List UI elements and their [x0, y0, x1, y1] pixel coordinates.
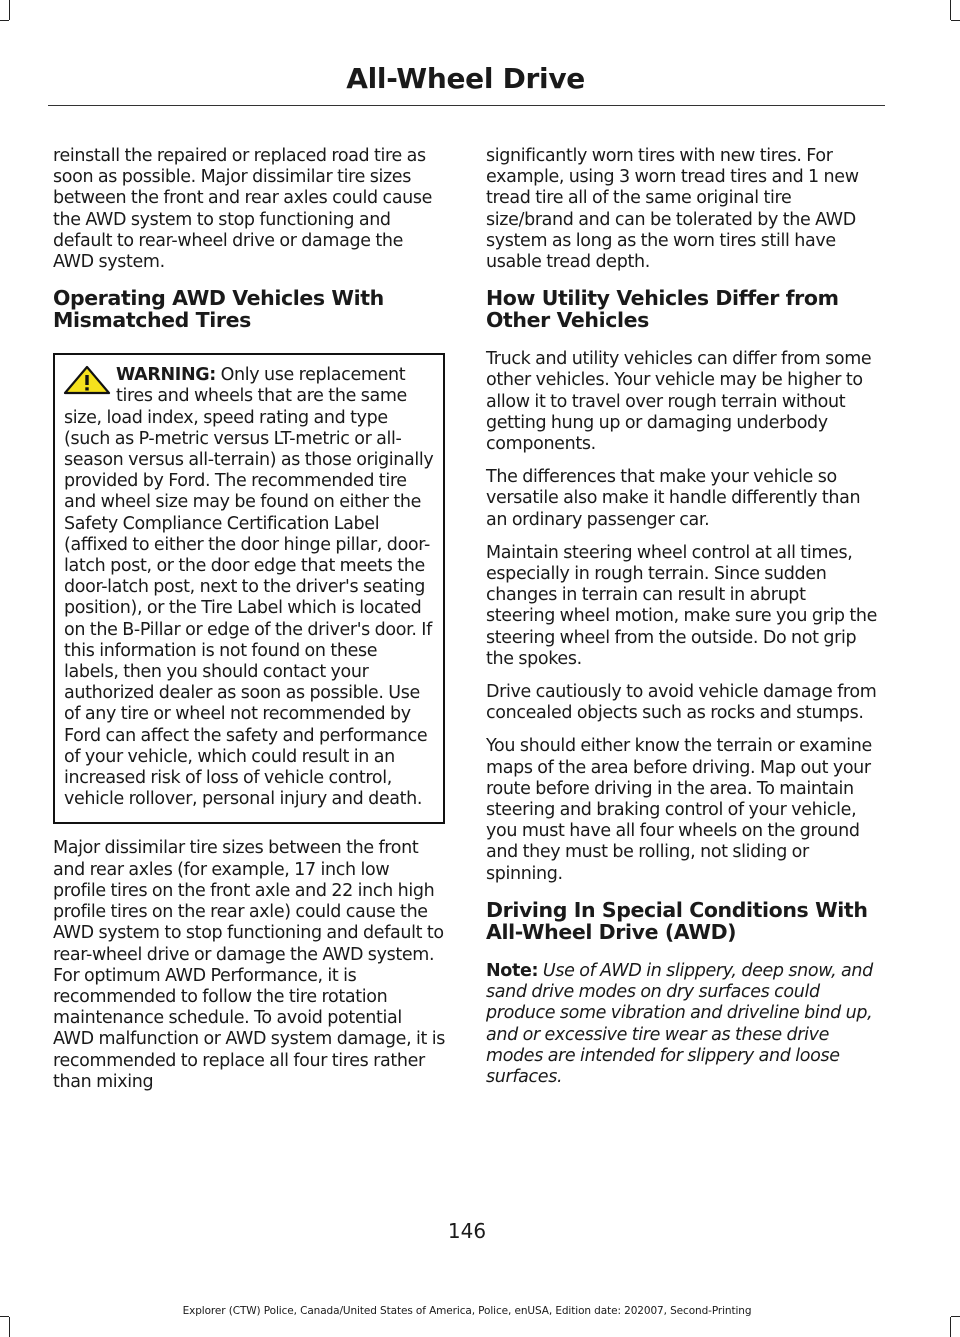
- edition-footer: Explorer (CTW) Police, Canada/United States of America, Police, enUSA, Edition date: 202007, Second-Printing: [182, 1305, 752, 1317]
- right-intro-paragraph: significantly worn tires with new tires. For example, using 3 worn tread tires and 1 new tread tire all of the same original tire size/brand and can be tolerated by the AWD system as long as the worn tires still have usable tread depth.: [486, 146, 859, 273]
- note-label: Note:: [486, 960, 539, 981]
- note-text: Use of AWD in slippery, deep snow, and sand drive modes on dry surfaces could produce some vibration and driveline bind up, and or excessive tire wear as these drive modes are intended for slippery and loose surfaces.: [486, 960, 873, 1087]
- crop-mark-bottom-right-v: [950, 1317, 951, 1337]
- right-column: [486, 146, 878, 1100]
- crop-mark-bottom-left-v: [9, 1317, 10, 1337]
- warning-box: [53, 353, 445, 824]
- left-body-paragraph: Major dissimilar tire sizes between the front and rear axles (for example, 17 inch low profile tires on the front axle and 22 inch high profile tires on the rear axle) could cause the AWD system to stop functioning and default to rear-wheel drive or damage the AWD system. For optimum AWD Performance, it is recommended to follow the tire rotation maintenance schedule. To avoid potential AWD malfunction or AWD system damage, it is recommended to replace all four tires rather than mixing: [53, 838, 446, 1092]
- crop-mark-top-right-h: [951, 20, 960, 21]
- right-paragraph-4: Drive cautiously to avoid vehicle damage from concealed objects such as rocks and stumps.: [486, 682, 877, 724]
- right-paragraph-5: You should either know the terrain or examine maps of the area before driving. Map out your route before driving in the area. To maintain steering and braking control of your vehicle, you must have all four wheels on the ground and they must be rolling, not sliding or spinning.: [486, 736, 872, 884]
- crop-mark-top-right-v: [950, 0, 951, 20]
- section-heading-mismatched-tires: Operating AWD Vehicles With Mismatched Tires: [53, 286, 384, 333]
- right-paragraph-2: The differences that make your vehicle so versatile also make it handle differently than an ordinary passenger car.: [486, 467, 861, 530]
- warning-text: Only use replacement tires and wheels that are the same size, load index, speed rating and type (such as P-metric versus LT-metric or all-season versus all-terrain) as those originally provided by Ford. The recommended tire and wheel size may be found on either the Safety Compliance Certification Label (affixed to either the door hinge pillar, door-latch post, or the door edge that meets the door-latch post, next to the driver's seating position), or the Tire Label which is located on the B-Pillar or edge of the driver's door. If this information is not found on these labels, then you should contact your authorized dealer as soon as possible. Use of any tire or wheel not recommended by Ford can affect the safety and performance of your vehicle, which could result in an increased risk of loss of vehicle control, vehicle rollover, personal injury and death.: [64, 365, 434, 810]
- title-divider: [48, 105, 885, 106]
- left-column: [53, 146, 445, 1105]
- crop-mark-bottom-right-h: [951, 1316, 960, 1317]
- left-intro-paragraph: reinstall the repaired or replaced road tire as soon as possible. Major dissimilar tire sizes between the front and rear axles could cause the AWD system to stop functioning and default to rear-wheel drive or damage the AWD system.: [53, 146, 433, 273]
- crop-mark-top-left-h: [0, 20, 9, 21]
- right-paragraph-1: Truck and utility vehicles can differ from some other vehicles. Your vehicle may be higher to allow it to travel over rough terrain without getting hung up or damaging underbody components.: [486, 349, 872, 455]
- crop-mark-top-left-v: [9, 0, 10, 20]
- section-heading-utility-vehicles: How Utility Vehicles Differ from Other Vehicles: [486, 286, 839, 333]
- section-heading-special-conditions: Driving In Special Conditions With All-Wheel Drive (AWD): [486, 897, 868, 944]
- right-paragraph-3: Maintain steering wheel control at all times, especially in rough terrain. Since sudden changes in terrain can result in abrupt steering wheel motion, make sure you grip the steering wheel from the outside. Do not grip the spokes.: [486, 542, 878, 669]
- page-title: All-Wheel Drive: [346, 62, 585, 95]
- note-paragraph: [486, 961, 878, 1088]
- warning-label: WARNING:: [116, 365, 216, 386]
- page-number: 146: [447, 1219, 487, 1243]
- warning-paragraph: [64, 365, 435, 810]
- warning-triangle-icon: [62, 365, 112, 395]
